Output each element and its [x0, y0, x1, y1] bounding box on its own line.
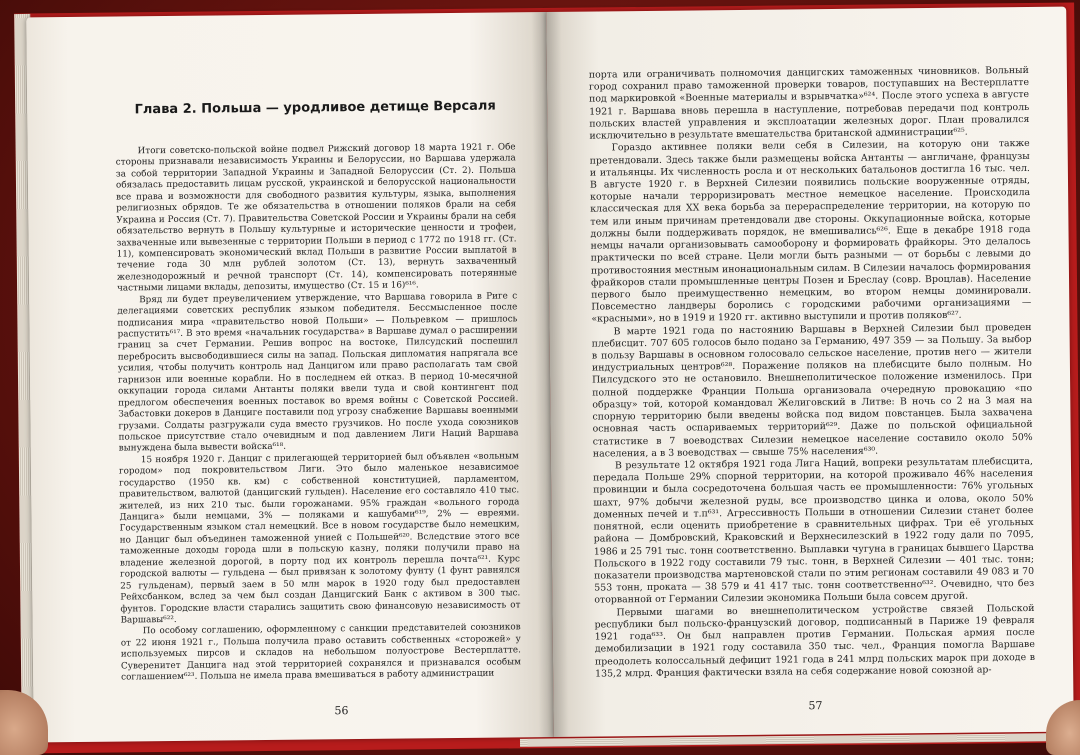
- page-number-left: 56: [334, 704, 349, 718]
- page-number-right: 57: [808, 699, 823, 713]
- paragraph: Вряд ли будет преувеличением утверждение, что Варшава говорила в Риге с делегациями советских республик языком победителя. Бессмысленное после подписания мира «правительство новой Польши» — Польревком — пришлось распустить⁶¹⁷. В это время «начальник государства» в Варшаве думал о расширении границ за счет Германии. Решив вопрос на востоке, Пилсудский поспешил перебросить высвободившиеся силы на запад. Польская дипломатия напрягала все усилия, чтобы получить контроль над Данцигом или право располагать там свой гарнизон или военные корабли. Но в последнем ей отказ. В период 10-месячной оккупации города силами Антанты поляки ввели туда и свой контингент под предлогом обеспечения военных поставок во время войны с Советской Россией. Забастовки докеров в Данциге поставили под угрозу снабжение Варшавы военными грузами. Солдаты разгружали суда вместо грузчиков. Но после ухода союзников польское присутствие стало очевидным и под давлением Лиги Наций Варшава вынуждена была вывести войска⁶¹⁸.: [117, 291, 519, 454]
- right-page-text: [589, 65, 1035, 681]
- paragraph: По особому соглашению, оформленному с санкции представителей союзников от 22 июня 1921 г., Польша получила право оставить собственных «сторожей» у используемых пирсов и складов на небольшом полуострове Вестерплатте. Суверенитет Данцига над этой территорией сохранялся и признавался особым соглашением⁶²³. Польша не имела права вмешиваться в работу администрации: [120, 622, 522, 683]
- right-page: [546, 7, 1074, 737]
- chapter-title: Глава 2. Польша — уродливое детище Версаля: [134, 98, 496, 118]
- left-page-text: [116, 142, 522, 684]
- paragraph: Первыми шагами во внешнеполитическом устройстве связей Польской республики был польско-французский договор, подписанный в Париже 19 февраля 1921 года⁶³³. Он был направлен против Германии. Польская армия после демобилизации в 1921 году составила 350 тыс. чел., Франция помогла Варшаве преодолеть колоссальный дефицит 1921 года в 241 млрд польских марок при доходе в 135,2 млрд. Франция фактически взяла на себя содержание новой союзной ар-: [594, 602, 1036, 680]
- left-page: [26, 12, 554, 742]
- paragraph: Итоги советско-польской войне подвел Рижский договор 18 марта 1921 г. Обе стороны признавали независимость Украины и Белоруссии, но Варшава удержала за собой территории Западной Украины и Западной Белоруссии (Ст. 2). Польша обязалась предоставить лицам русской, украинской и белорусской национальности все права и возможности для свободного развития культуры, языка, выполнения религиозных обрядов. Те же обязательства в отношении поляков брали на себя Украина и Россия (Ст. 7). Правительства Советской России и Украины брали на себя обязательство вернуть в Польшу культурные и исторические ценности и трофеи, захваченные или вывезенные с территории Польши в период с 1772 по 1918 гг. (Ст. 11), компенсировать экономический вклад Польши в развитие России выплатой в течение года 30 млн рублей золотом (Ст. 13), вернуть захваченный железнодорожный и речной транспорт (Ст. 14), компенсировать потерянные частными лицами вклады, депозиты, имущество (Ст. 15 и 16)⁶¹⁶.: [115, 142, 517, 294]
- book-spread: [26, 7, 1074, 743]
- paragraph: В марте 1921 года по настоянию Варшавы в Верхней Силезии был проведен плебисцит. 707 605 голосов было подано за Германию, 497 359 — за Польшу. За выбор в пользу Варшавы в основном голосовало сельское население, против него — жители индустриальных центров⁶²⁸. Поражение поляков на плебисците было полным. Но Пилсудского это не остановило. Внешнеполитическое положение изменилось. При полной поддержке Франции Польша организовала очередную провокацию «по образцу» той, которой командовал Желиговский в Литве: В ночь со 2 на 3 мая на спорную территорию были введены войска под видом повстанцев. Была захвачена основная часть оспариваемых территорий⁶²⁹. Даже по польской официальной статистике в 7 воеводствах Силезии немецкое население составило около 50% населения, а в 3 воеводствах — свыше 75% населения⁶³⁰.: [591, 321, 1033, 460]
- paragraph: 15 ноября 1920 г. Данциг с прилегающей территорией был объявлен «вольным городом» под покровительством Лиги. Это было маленькое независимое государство (1950 кв. км) с собственной конституцией, парламентом, правительством, валютой (данцигский гульден). Население его составляло 410 тыс. жителей, из них 210 тыс. были горожанами. 95% граждан «вольного города Данцига» были немцами, 3% — поляками и кашубами⁶¹⁹, 2% — евреями. Государственным языком стал немецкий. Все в новом государстве было немецким, но Данциг был объединен таможенной унией с Польшей⁶²⁰. Вследствие этого все таможенные доходы города шли в польскую казну, поляки получили право на владение железной дорогой, в порту под их контроль перешла почта⁶²¹. Курс городской валюты — гульдена — был привязан к золотому фунту (1 фунт равнялся 25 гульденам), первый заем в 50 млн марок в 1920 году был предоставлен Рейхсбанком, вслед за чем был создан Данцигский Банк с активом в 300 тыс. фунтов. Городские власти старались защитить свою финансовую независимость от Варшавы⁶²².: [118, 451, 521, 626]
- paragraph: В результате 12 октября 1921 года Лига Наций, вопреки результатам плебисцита, передала Польше 29% спорной территории, на которой проживало 46% населения провинции и была сосредоточена большая часть ее промышленности: 76% угольных шахт, 97% добычи железной руды, все производство цинка и олова, около 50% доменных печей и т.п⁶³¹. Агрессивность Польши в отношении Силезии станет более понятной, если оценить приобретение в сравнительных цифрах. Три её угольных района — Домбровский, Краковский и Верхнесилезский в 1922 году дали по 7095, 1986 и 25 791 тыс. тонн соответственно. Выплавки чугуна в границах бывшего Царства Польского в 1922 году составили 79 тыс. тонн, в Верхней Силезии — 401 тыс. тонн; показатели производства мартеновской стали по этим регионам составили 49 083 и 70 553 тонн, проката — 38 579 и 41 417 тыс. тонн соответственно⁶³². Очевидно, что без оторванной от Германии Силезии экономика Польши была совсем другой.: [593, 455, 1035, 606]
- paragraph: порта или ограничивать полномочия данцигских таможенных чиновников. Вольный город сохранил право таможенной проверки товаров, поступавших на Вестерплатте под маркировкой «Военные материалы и взрывчатка»⁶²⁴. После этого успеха в августе 1921 г. Варшава вновь перешла в наступление, потребовав передачи под контроль польских властей управления и эксплоатации железных дорог. План провалился исключительно в результате вмешательства британской администрации⁶²⁵.: [588, 64, 1030, 142]
- paragraph: Гораздо активнее поляки вели себя в Силезии, на которую они также претендовали. Здесь также были размещены войска Антанты — англичане, французы и итальянцы. Их численность росла и от нескольких батальонов достигла 16 тыс. чел. В августе 1920 г. в Верхней Силезии появились польские вооруженные отряды, которые начали терроризировать местное немецкое население. Происходила классическая для XX века борьба за перераспределение территории, на которую по тем или иным причинам претендовали две стороны. Оккупационные войска, которые должны были поддерживать порядок, не вмешивались⁶²⁶. Еще в декабре 1918 года немцы начали организовывать самооборону и формировать фрайкоры. Это делалось практически по всей стране. Цели могли быть разными — от борьбы с левыми до противостояния местным инонациональным силам. В Силезии началось формирования фрайкоров стали промышленные центры Позен и Бреслау (совр. Вроцлав). Население первого было преимущественно немецким, во втором немцы доминировали. Повсеместно ландверы боролись с городскими рабочими организациями — «красными», но в 1919 и 1920 гг. активно выступили и против поляков⁶²⁷.: [589, 138, 1032, 325]
